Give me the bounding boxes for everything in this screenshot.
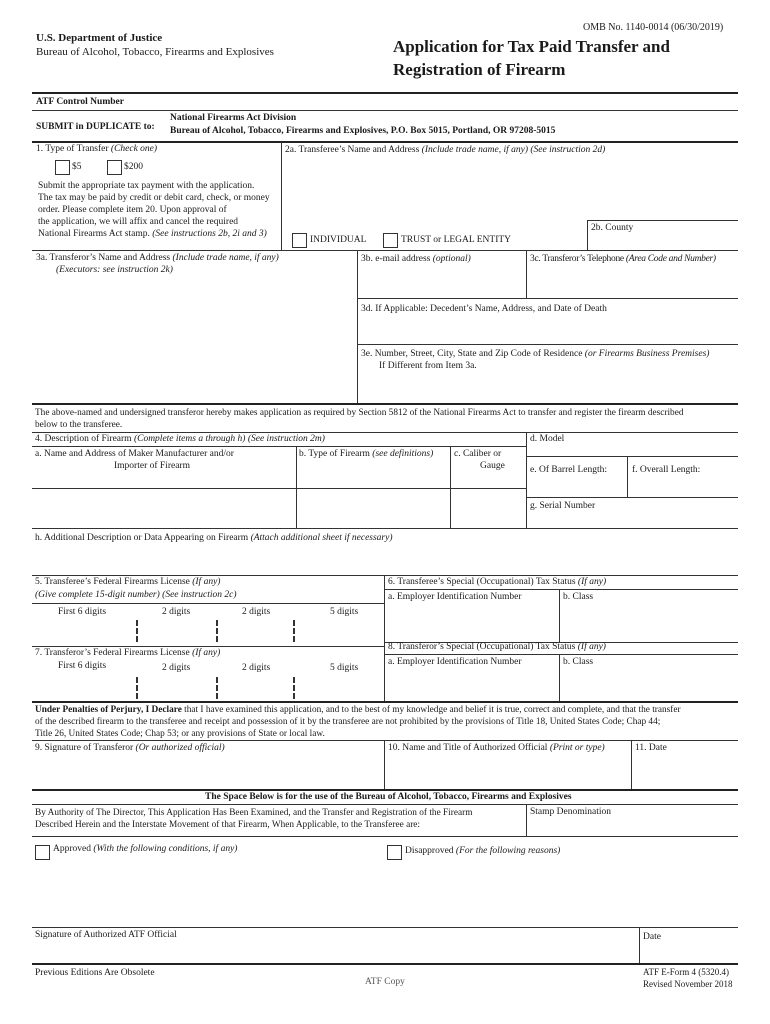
transfer-200-checkbox[interactable]	[107, 160, 122, 175]
trust-entity-checkbox[interactable]	[383, 233, 398, 248]
transferee-ffl-label: 5. Transferee’s Federal Firearms License (If any)	[35, 577, 221, 587]
tax-instruction-line3: order. Please complete item 20. Upon approval of	[38, 205, 227, 215]
maker-field[interactable]	[36, 474, 294, 524]
perjury-line2: of the described firearm to the transferee and receipt and possession of it by the transferee are not prohibited by the provisions of Title 18, United States Code; Chap 44;	[35, 717, 661, 727]
tax-instruction-line2: The tax may be paid by credit or debit card, check, or money	[38, 193, 270, 203]
submit-label: SUBMIT in DUPLICATE to:	[36, 122, 155, 132]
caliber-field[interactable]	[454, 474, 524, 524]
county-field[interactable]	[591, 235, 735, 248]
transfer-5-label: $5	[72, 162, 82, 172]
ffl5-first6-label: First 6 digits	[58, 607, 107, 617]
disapproved-checkbox[interactable]	[387, 845, 402, 860]
disapproved-label: Disapproved (For the following reasons)	[405, 846, 561, 856]
email-field[interactable]	[361, 266, 523, 296]
perjury-line1: Under Penalties of Perjury, I Declare that I have examined this application, and to the best of my knowledge and belief it is true, correct and complete, and that the transfer	[35, 705, 681, 715]
residence-field[interactable]	[361, 374, 735, 400]
atf-official-signature-label: Signature of Authorized ATF Official	[35, 930, 177, 940]
transferee-sot-label: 6. Transferee’s Special (Occupational) Tax Status (If any)	[388, 577, 607, 587]
executors-hint: (Executors: see instruction 2k)	[56, 265, 173, 275]
transferee-name-field[interactable]	[285, 158, 735, 228]
transferor-signature-label: 9. Signature of Transferor (Or authorized official)	[35, 743, 225, 753]
individual-checkbox[interactable]	[292, 233, 307, 248]
email-label: 3b. e-mail address (optional)	[361, 254, 471, 264]
transferor-ffl-field[interactable]	[36, 677, 380, 699]
individual-label: INDIVIDUAL	[310, 235, 367, 245]
authorized-official-label: 10. Name and Title of Authorized Official (Print or type)	[388, 743, 605, 753]
type-of-transfer-label: 1. Type of Transfer (Check one)	[36, 144, 158, 154]
atf-copy-label: ATF Copy	[365, 977, 405, 987]
transferor-sot-label: 8. Transferor’s Special (Occupational) Tax Status (If any)	[388, 642, 606, 652]
transferee-ein-field[interactable]	[388, 604, 556, 640]
serial-number-label: g. Serial Number	[530, 501, 596, 511]
transferor-name-label: 3a. Transferor’s Name and Address (Include trade name, if any)	[36, 253, 279, 263]
transferee-ein-label: a. Employer Identification Number	[388, 592, 522, 602]
firearm-description-label: 4. Description of Firearm (Complete items a through h) (See instruction 2m)	[35, 434, 325, 444]
trust-entity-label: TRUST or LEGAL ENTITY	[401, 235, 512, 245]
ffl5-2digits-b-label: 2 digits	[242, 607, 271, 617]
bureau-name: Bureau of Alcohol, Tobacco, Firearms and Explosives	[36, 46, 274, 58]
header-rule	[32, 92, 738, 94]
transferee-class-field[interactable]	[563, 604, 735, 640]
tax-instruction-line4: the application, we will affix and cancel the required	[38, 217, 239, 227]
ffl7-2digits-a-label: 2 digits	[162, 663, 191, 673]
atf-official-signature-field[interactable]	[36, 942, 634, 960]
disapproved-reasons-field[interactable]	[388, 862, 735, 922]
form-number: ATF E-Form 4 (5320.4)	[643, 967, 729, 977]
transferor-ein-field[interactable]	[388, 670, 556, 699]
ffl5-5digits-label: 5 digits	[330, 607, 359, 617]
revision-date: Revised November 2018	[643, 979, 733, 989]
caliber-label-line2: Gauge	[480, 461, 505, 471]
telephone-field[interactable]	[530, 266, 735, 296]
authorized-official-field[interactable]	[388, 756, 628, 786]
atf-date-label: Date	[643, 932, 661, 942]
mailing-address: Bureau of Alcohol, Tobacco, Firearms and Explosives, P.O. Box 5015, Portland, OR 97208-5015	[170, 126, 556, 136]
ffl7-first6-label: First 6 digits	[58, 661, 107, 671]
barrel-length-label: e. Of Barrel Length:	[530, 465, 608, 475]
model-field[interactable]	[585, 434, 735, 444]
telephone-label: 3c. Transferor’s Telephone (Area Code and Number)	[530, 254, 716, 264]
statement-line2: below to the transferee.	[35, 420, 123, 430]
model-label: d. Model	[530, 434, 565, 444]
transferor-name-field[interactable]	[36, 278, 354, 400]
transferor-signature-field[interactable]	[36, 756, 380, 786]
perjury-line3: Title 26, United States Code; Chap 53; or any provisions of State or local law.	[35, 729, 325, 739]
additional-description-field[interactable]	[36, 546, 736, 572]
firearm-type-field[interactable]	[300, 462, 447, 524]
decedent-field[interactable]	[361, 317, 735, 342]
previous-editions-note: Previous Editions Are Obsolete	[35, 968, 155, 978]
authority-line2: Described Herein and the Interstate Movement of that Firearm, When Applicable, to the Transferee are:	[35, 820, 420, 830]
signature-date-field[interactable]	[635, 756, 735, 786]
authority-line1: By Authority of The Director, This Application Has Been Examined, and the Transfer and Registration of the Firearm	[35, 808, 473, 818]
overall-length-field[interactable]	[632, 478, 735, 494]
transferee-name-label: 2a. Transferee’s Name and Address (Include trade name, if any) (See instruction 2d)	[285, 145, 606, 155]
barrel-length-field[interactable]	[530, 478, 625, 494]
transferor-class-label: b. Class	[563, 657, 594, 667]
decedent-label: 3d. If Applicable: Decedent’s Name, Address, and Date of Death	[361, 304, 607, 314]
form-title-line2: Registration of Firearm	[393, 60, 566, 79]
stamp-denomination-label: Stamp Denomination	[530, 807, 612, 817]
firearm-type-label: b. Type of Firearm (see definitions)	[299, 449, 434, 459]
approved-label: Approved (With the following conditions, if any)	[53, 844, 238, 854]
residence-label: 3e. Number, Street, City, State and Zip Code of Residence (or Firearms Business Premises)	[361, 349, 710, 359]
transfer-5-checkbox[interactable]	[55, 160, 70, 175]
transfer-200-label: $200	[124, 162, 143, 172]
transferee-ffl-field[interactable]	[36, 620, 380, 642]
ffl7-2digits-b-label: 2 digits	[242, 663, 271, 673]
ffl5-2digits-a-label: 2 digits	[162, 607, 191, 617]
overall-length-label: f. Overall Length:	[632, 465, 701, 475]
tax-instruction-line1: Submit the appropriate tax payment with the application.	[38, 181, 255, 191]
stamp-denomination-field[interactable]	[530, 819, 735, 834]
transferee-class-label: b. Class	[563, 592, 594, 602]
signature-date-label: 11. Date	[635, 743, 667, 753]
transferor-class-field[interactable]	[563, 670, 735, 699]
approved-checkbox[interactable]	[35, 845, 50, 860]
caliber-label-line1: c. Caliber or	[454, 449, 502, 459]
maker-label-line2: Importer of Firearm	[114, 461, 190, 471]
ffl-instruction: (Give complete 15-digit number) (See instruction 2c)	[35, 590, 237, 600]
atf-control-number-field[interactable]	[150, 96, 736, 108]
residence-label-line2: If Different from Item 3a.	[379, 361, 477, 371]
transferor-ffl-label: 7. Transferor’s Federal Firearms License (If any)	[35, 648, 221, 658]
atf-control-number-label: ATF Control Number	[36, 97, 124, 107]
approved-conditions-field[interactable]	[36, 862, 380, 922]
omb-number: OMB No. 1140-0014 (06/30/2019)	[583, 22, 724, 33]
ffl7-5digits-label: 5 digits	[330, 663, 359, 673]
form-title-line1: Application for Tax Paid Transfer and	[393, 37, 670, 56]
atf-date-field[interactable]	[643, 944, 735, 960]
serial-number-field[interactable]	[620, 501, 735, 525]
nfa-division: National Firearms Act Division	[170, 113, 297, 123]
county-label: 2b. County	[591, 223, 634, 233]
statement-line1: The above-named and undersigned transferor hereby makes application as required by Section 5812 of the National Firearms Act to transfer and register the firearm described	[35, 408, 684, 418]
atf-use-banner: The Space Below is for the use of the Bureau of Alcohol, Tobacco, Firearms and Explosives	[205, 792, 572, 802]
tax-instruction-line5: National Firearms Act stamp. (See instructions 2b, 2i and 3)	[38, 229, 267, 239]
additional-description-label: h. Additional Description or Data Appearing on Firearm (Attach additional sheet if necessary)	[35, 533, 393, 543]
department-name: U.S. Department of Justice	[36, 32, 163, 44]
transferor-ein-label: a. Employer Identification Number	[388, 657, 522, 667]
maker-label-line1: a. Name and Address of Maker Manufacturer and/or	[35, 449, 234, 459]
